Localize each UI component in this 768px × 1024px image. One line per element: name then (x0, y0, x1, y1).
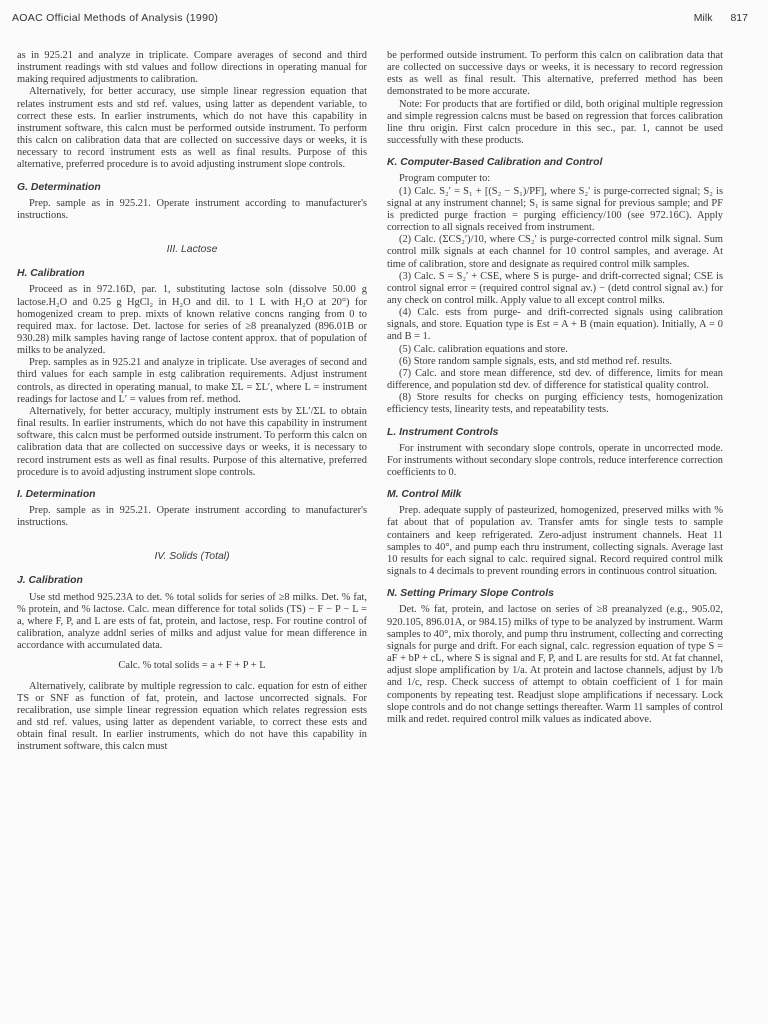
section-heading: K. Computer-Based Calibration and Control (387, 157, 603, 169)
paragraph: (2) Calc. (ΣCS₂′)/10, where CS₂′ is purge-corrected control milk signal. Sum control milk signals at each channel for 10 control samples, and average. At time of calibration, store and designate as required control milk samples. (387, 234, 723, 270)
paragraph: (6) Store random sample signals, ests, and std method ref. results. (399, 355, 672, 367)
part-heading: III. Lactose (166, 244, 218, 256)
paragraph: (5) Calc. calibration equations and store. (399, 343, 568, 355)
paragraph: (8) Store results for checks on purging efficiency tests, homogenization efficiency tests, linearity tests, and repeatability tests. (387, 392, 723, 416)
paragraph: Note: For products that are fortified or dild, both original multiple regression and simple regression calcns must be based on regression that forces calibration line thru origin. First calcn procedure in this sec., par. 1, cannot be used successfully with these products. (387, 98, 723, 147)
paragraph: Alternatively, calibrate by multiple regression to calc. equation for estn of either TS or SNF as function of fat, protein, and lactose uncorrected signals. For recalibration, use simple linear regression equation which relates regression ests and std ref. values, using latter as dependent variable, to correct these ests and obtain final result. In earlier instruments, which do not have this capability in instrument software, this calcn must (17, 680, 367, 753)
section-heading: N. Setting Primary Slope Controls (387, 588, 554, 600)
paragraph: be performed outside instrument. To perform this calcn on calibration data that are collected on successive days or weeks, it is necessary to record regression ests as well as final result. This alternative, preferred method has been demonstrated to be more accurate. (387, 50, 723, 98)
section-heading: H. Calibration (17, 268, 85, 280)
paragraph: For instrument with secondary slope controls, operate in uncorrected mode. For instruments without secondary slope controls, reduce interference correction coefficients to 0. (387, 442, 723, 478)
running-header (12, 12, 748, 28)
header-page-number: 817 (730, 12, 748, 24)
paragraph: Prep. sample as in 925.21. Operate instrument according to manufacturer's instructions. (17, 505, 367, 529)
paragraph: Alternatively, for better accuracy, use simple linear regression equation that relates instrument ests and std ref. values, using latter as dependent variable, to correct these ests. In earlier instruments, which do not have this capability in instrument software, this calcn must be performed outside instrument. To perform this calcn on calibration data that are collected on successive days or weeks, it is necessary to record instrument ests as well as final results. Purpose of this alternative, preferred procedure is to avoid adjusting instrument slope controls. (17, 86, 367, 171)
paragraph: Det. % fat, protein, and lactose on series of ≥8 preanalyzed (e.g., 905.02, 920.105, 896.01A, or 984.15) milks of type to be analyzed by instrument. Warm samples to 40°, mix thoroly, and pump thru instrument, collecting and correcting signals for purge and drift. For each signal, calc. regression equation of type S = aF + bP + cL, where S is signal and F, P, and L are results for std. At fat channel, adjust slope amplification by 1/a. At protein and lactose channels, adjust by 1/b and 1/c, resp. Check success of attempt to obtain coefficient of 1 for main components by repeating test. Readjust slope amplifications if necessary. Lock slope controls and do not change settings thereafter. Warm 11 samples of control milk and redet. required control milk values as indicated above. (387, 604, 723, 725)
paragraph: Program computer to: (399, 173, 491, 185)
paragraph: as in 925.21 and analyze in triplicate. Compare averages of second and third instrument readings with std values and follow directions in operating manual for making required adjustments to calibration. (17, 50, 367, 86)
right-column (387, 50, 723, 726)
paragraph: Prep. adequate supply of pasteurized, homogenized, preserved milks with % fat about that of population av. Transfer amts for single tests to sample containers and keep refrigerated. Zero-adjust instrument channels. Heat 11 samples to 40°, and pump each thru instrument, collecting signals. Average last 10 results for each signal to calc. required signal. Record required control milk signals to 4 decimals to prevent rounding errors in continuous control situation. (387, 505, 723, 578)
section-heading: M. Control Milk (387, 489, 462, 501)
paragraph: Prep. samples as in 925.21 and analyze in triplicate. Use averages of second and third values for each sample in estg calibration requirements. Adjust instrument controls, as directed in operating manual, to make ΣL = ΣL′, where L = instrument readings for lactose and L′ = values from ref. method. (17, 357, 367, 405)
paragraph: (1) Calc. S₂′ = S₁ + [(S₂ − S₁)/PF], where S₂′ is purge-corrected signal; S₂ is signal at any instrument channel; S₁ is same signal for previous sample; and PF is predicted purge fraction = purging efficiency/100 (see 972.16C). Apply correction to all signals received from instrument. (387, 185, 723, 234)
section-heading: J. Calibration (17, 575, 83, 587)
left-column (17, 50, 367, 754)
section-heading: G. Determination (17, 181, 101, 193)
equation: Calc. % total solids = a + F + P + L (118, 660, 266, 672)
paragraph: (4) Calc. ests from purge- and drift-corrected signals using calibration signals, and store. Equation type is Est = A + B (main equation). Initially, A = 0 and B = 1. (387, 307, 723, 343)
section-heading: L. Instrument Controls (387, 426, 499, 438)
section-heading: I. Determination (17, 488, 96, 500)
paragraph: Proceed as in 972.16D, par. 1, substituting lactose soln (dissolve 50.00 g lactose.H₂O and 0.25 g HgCl₂ in H₂O and dil. to 1 L with H₂O at 20°) for homogenized cream to prep. mixts of known relative concns ranging from 0 to required max. for lactose. Det. lactose for series of ≥8 preanalyzed (896.01B or 930.28) milk samples having range of lactose content approx. that of population of milks to be analyzed. (17, 284, 367, 357)
paragraph: (3) Calc. S = S₂′ + CSE, where S is purge- and drift-corrected signal; CSE is control signal error = (required control signal av.) − (detd control signal av.) for any check on control milk. Apply value to all except control milks. (387, 270, 723, 306)
header-section-name: Milk (693, 12, 713, 24)
paragraph: Alternatively, for better accuracy, multiply instrument ests by ΣL′/ΣL to obtain final results. In earlier instruments, which do not have this capability in instrument software, this calcn must be performed outside instrument. To perform this calcn on calibration data that are collected on successive days or weeks, it is necessary to record instrument ests as well as final results. Purpose of this alternative, preferred procedure is to avoid adjusting instrument slope controls. (17, 405, 367, 478)
paragraph: (7) Calc. and store mean difference, std dev. of difference, limits for mean difference, and population std dev. of difference for statistical quality control. (387, 367, 723, 392)
paragraph: Use std method 925.23A to det. % total solids for series of ≥8 milks. Det. % fat, % protein, and % lactose. Calc. mean difference for total solids (TS) − F − P − L = a, where F, P, and L are ests of fat, protein, and lactose, resp. For routine control of calibration, analyze addnl series of milks and adjust value for mean difference in accordance with accumulated data. (17, 591, 367, 652)
header-right (676, 12, 748, 24)
header-publication-title: AOAC Official Methods of Analysis (1990) (12, 12, 219, 24)
part-heading: IV. Solids (Total) (154, 551, 230, 563)
paragraph: Prep. sample as in 925.21. Operate instrument according to manufacturer's instructions. (17, 197, 367, 221)
